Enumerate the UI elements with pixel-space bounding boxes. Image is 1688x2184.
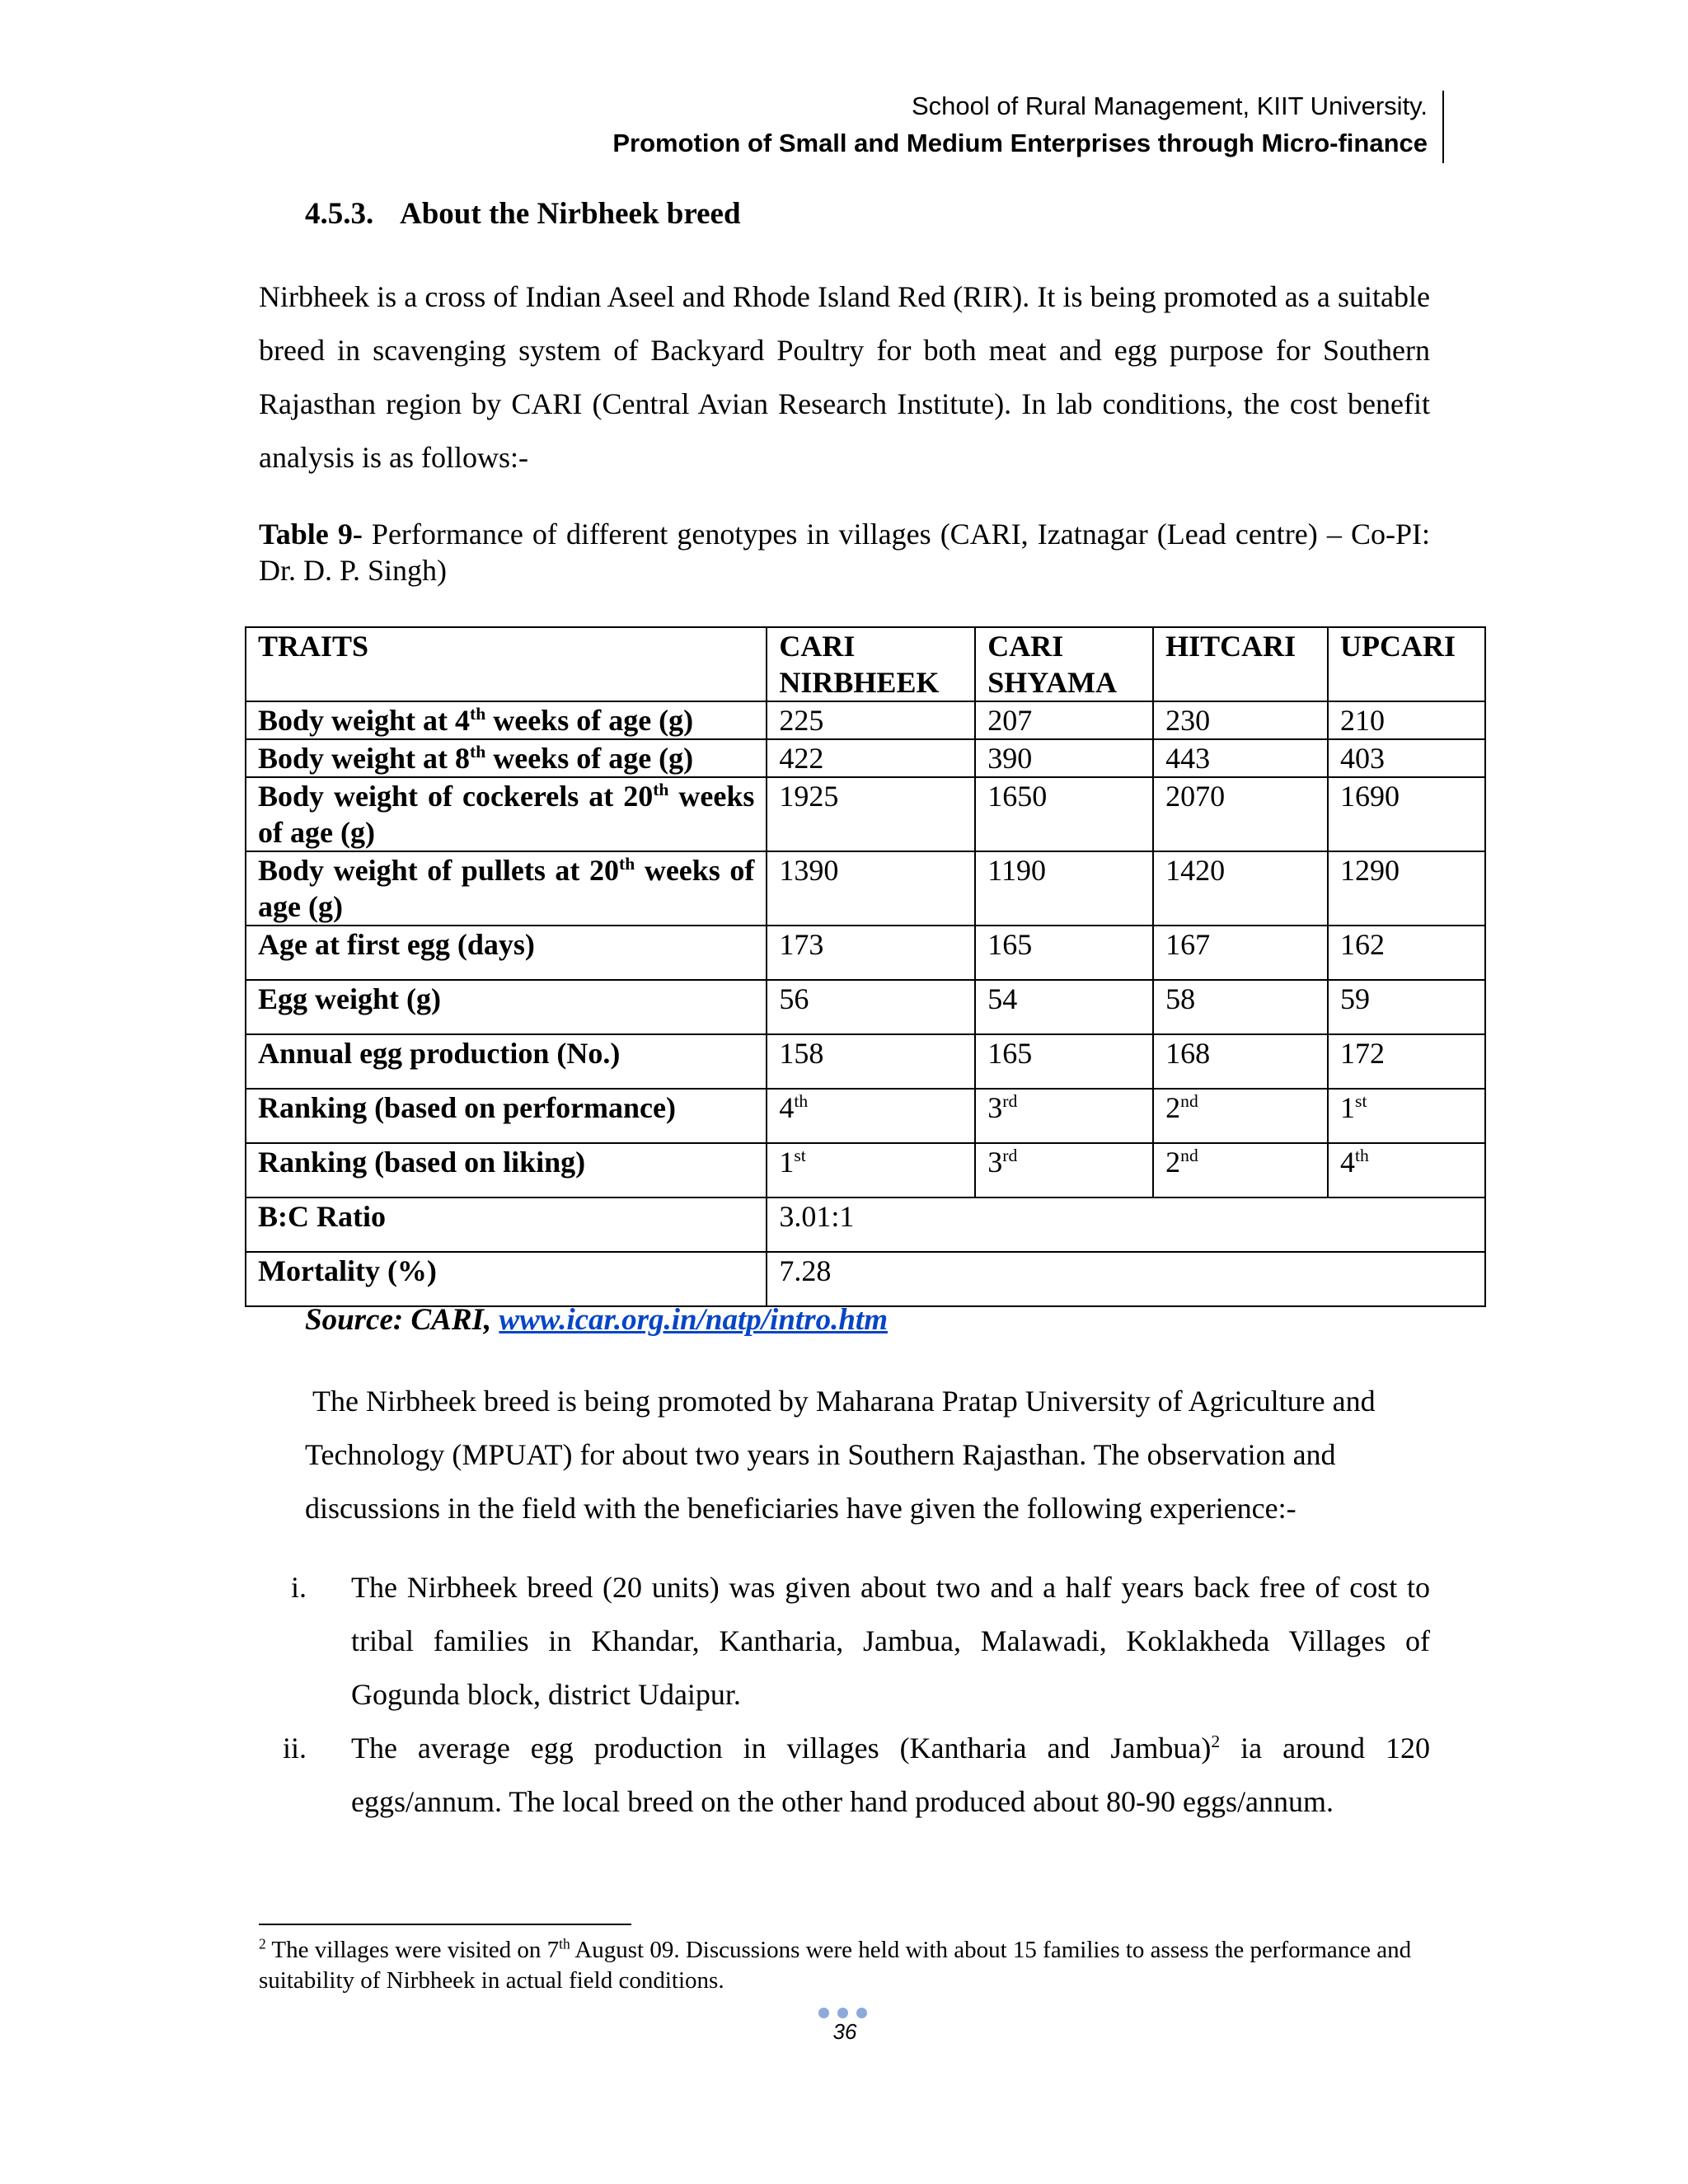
table-cell: 1925 — [767, 777, 975, 851]
list-marker: ii. — [282, 1732, 307, 1765]
trait-label: Annual egg production (No.) — [246, 1034, 767, 1089]
table-cell: 56 — [767, 980, 975, 1034]
table-cell: 390 — [975, 739, 1153, 777]
source-label: Source: CARI, — [305, 1303, 499, 1337]
page-ornament — [818, 2008, 868, 2019]
table-cell: 167 — [1153, 926, 1328, 980]
list-marker: i. — [290, 1571, 307, 1604]
header-divider — [1442, 91, 1444, 163]
table-cell: 4th — [1328, 1143, 1485, 1197]
table-row-mortality — [246, 1252, 1485, 1306]
table-cell: 422 — [767, 739, 975, 777]
footnote: $^2$ The villages were visited on 7th August 09. Discussions were held with about 15 families to assess the performance and suitability of Nirbheek in actual field conditions. — [259, 1935, 1412, 1994]
section-heading — [305, 196, 741, 232]
table-cell: 172 — [1328, 1034, 1485, 1089]
table-cell: 1190 — [975, 851, 1153, 926]
header-hitcari: HITCARI — [1153, 627, 1328, 701]
table-row — [246, 926, 1485, 980]
table-row-ranking-performance — [246, 1089, 1485, 1143]
list-item — [259, 1561, 1430, 1722]
header-cari-nirbheek: CARI NIRBHEEK — [767, 627, 975, 701]
trait-label: B:C Ratio — [246, 1197, 767, 1252]
page-number: 36 — [832, 2019, 857, 2044]
paragraph-mpuat — [305, 1375, 1409, 1535]
table-row-ranking-liking — [246, 1143, 1485, 1197]
table-cell: 59 — [1328, 980, 1485, 1034]
table-cell: 1st — [767, 1143, 975, 1197]
section-number: 4.5.3. — [305, 197, 374, 231]
footnote-number: 2 — [259, 1935, 266, 1952]
table-cell: 2nd — [1153, 1089, 1328, 1143]
table-caption — [259, 516, 1430, 588]
table-cell: 207 — [975, 701, 1153, 739]
table-source — [305, 1302, 888, 1338]
table-row-bc-ratio — [246, 1197, 1485, 1252]
header-institution: School of Rural Management, KIIT University. — [911, 91, 1428, 120]
trait-label: Body weight of pullets at 20th weeks of age (g) — [246, 851, 767, 926]
header-traits: TRAITS — [246, 627, 767, 701]
table-cell: 1st — [1328, 1089, 1485, 1143]
table-row — [246, 1034, 1485, 1089]
list-item-text: The Nirbheek breed (20 units) was given about two and a half years back free of cost to tribal families in Khandar, Kantharia, Jambua, Malawadi, Koklakheda Villages of Gogunda block, district Udaipur. — [351, 1571, 1430, 1711]
table-header-row — [246, 627, 1485, 701]
table-caption-text: Performance of different genotypes in villages (CARI, Izatnagar (Lead centre) – Co-PI: Dr. D. P. Singh) — [259, 518, 1430, 587]
table-cell: 403 — [1328, 739, 1485, 777]
header-upcari: UPCARI — [1328, 627, 1485, 701]
table-row — [246, 980, 1485, 1034]
footnote-divider — [259, 1924, 631, 1925]
trait-label: Body weight of cockerels at 20th weeks of age (g) — [246, 777, 767, 851]
table-cell: 165 — [975, 1034, 1153, 1089]
footnote-reference[interactable]: 2 — [1211, 1732, 1221, 1751]
table-row — [246, 701, 1485, 739]
table-cell: 1420 — [1153, 851, 1328, 926]
source-link[interactable]: www.icar.org.in/natp/intro.htm — [499, 1303, 888, 1337]
page-header — [612, 87, 1442, 162]
header-cari-shyama: CARI SHYAMA — [975, 627, 1153, 701]
trait-label: Ranking (based on liking) — [246, 1143, 767, 1197]
bc-ratio-value: 3.01:1 — [767, 1197, 1485, 1252]
trait-label: Age at first egg (days) — [246, 926, 767, 980]
table-cell: 173 — [767, 926, 975, 980]
table-cell: 443 — [1153, 739, 1328, 777]
table-cell: 1390 — [767, 851, 975, 926]
table-cell: 1290 — [1328, 851, 1485, 926]
table-row — [246, 777, 1485, 851]
table-cell: 168 — [1153, 1034, 1328, 1089]
table-row — [246, 739, 1485, 777]
header-document-title: Promotion of Small and Medium Enterprises through Micro-finance — [612, 129, 1428, 157]
table-cell: 1650 — [975, 777, 1153, 851]
table-cell: 165 — [975, 926, 1153, 980]
table-cell: 210 — [1328, 701, 1485, 739]
table-cell: 54 — [975, 980, 1153, 1034]
paragraph-text: The Nirbheek breed is being promoted by Maharana Pratap University of Agriculture and Technology (MPUAT) for about two years in Southern Rajasthan. The observation and discussions in the field with the beneficiaries have given the following experience:- — [305, 1385, 1376, 1525]
mortality-value: 7.28 — [767, 1252, 1485, 1306]
table-cell: 2070 — [1153, 777, 1328, 851]
trait-label: Body weight at 4th weeks of age (g) — [246, 701, 767, 739]
table-caption-label: Table 9- — [259, 518, 363, 551]
trait-label: Body weight at 8th weeks of age (g) — [246, 739, 767, 777]
table-cell: 230 — [1153, 701, 1328, 739]
trait-label: Egg weight (g) — [246, 980, 767, 1034]
section-title: About the Nirbheek breed — [400, 197, 741, 231]
table-cell: 3rd — [975, 1089, 1153, 1143]
list-item — [259, 1722, 1430, 1829]
table-cell: 58 — [1153, 980, 1328, 1034]
table-cell: 225 — [767, 701, 975, 739]
table-cell: 3rd — [975, 1143, 1153, 1197]
trait-label: Mortality (%) — [246, 1252, 767, 1306]
table-cell: 1690 — [1328, 777, 1485, 851]
table-row — [246, 851, 1485, 926]
list-item-text: The average egg production in villages (Kantharia and Jambua)$^2$ ia around 120 eggs/annum. The local breed on the other hand produced about 80-90 eggs/annum. — [351, 1732, 1430, 1818]
trait-label: Ranking (based on performance) — [246, 1089, 767, 1143]
table-cell: 158 — [767, 1034, 975, 1089]
genotype-performance-table — [245, 626, 1486, 1307]
experience-list — [259, 1561, 1430, 1829]
table-cell: 2nd — [1153, 1143, 1328, 1197]
intro-paragraph: Nirbheek is a cross of Indian Aseel and Rhode Island Red (RIR). It is being promoted as a suitable breed in scavenging system of Backyard Poultry for both meat and egg purpose for Southern Rajasthan region by CARI (Central Avian Research Institute). In lab conditions, the cost benefit analysis is as follows:- — [259, 280, 1430, 474]
table-cell: 4th — [767, 1089, 975, 1143]
table-cell: 162 — [1328, 926, 1485, 980]
